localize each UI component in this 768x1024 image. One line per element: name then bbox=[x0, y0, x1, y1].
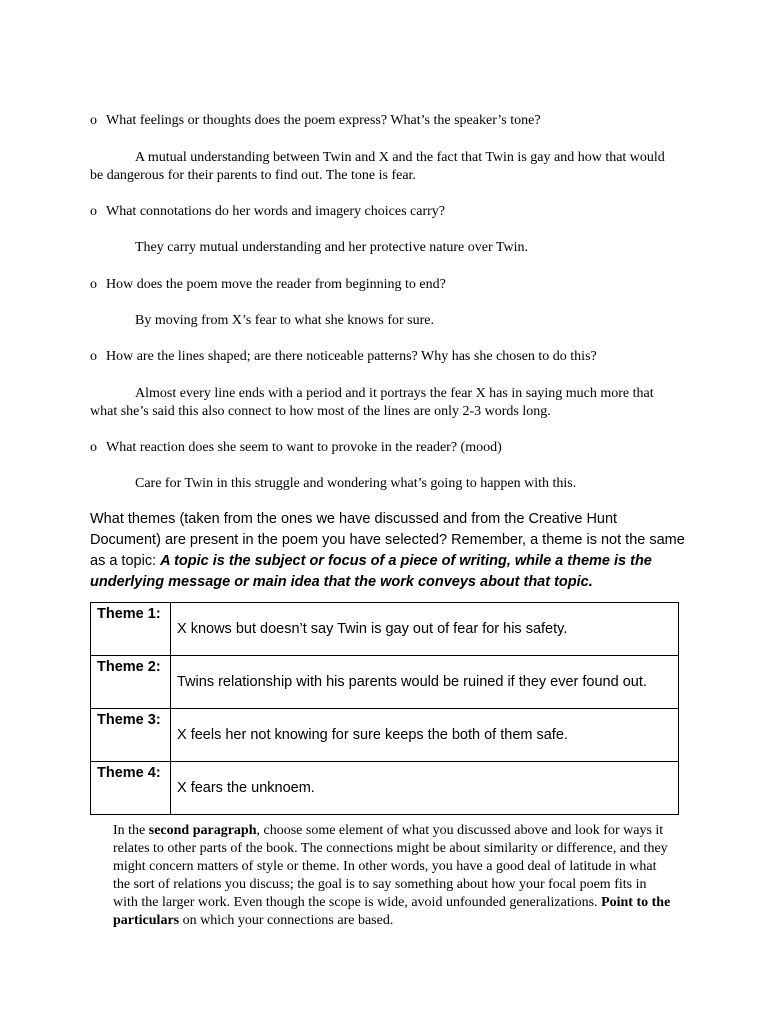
theme-value: X fears the unknoem. bbox=[171, 762, 679, 815]
answer-2 bbox=[90, 239, 680, 257]
theme-label: Theme 3: bbox=[91, 709, 171, 762]
bullet: o bbox=[90, 440, 97, 455]
question-3 bbox=[90, 276, 446, 293]
answer-5 bbox=[90, 475, 680, 493]
table-row bbox=[91, 656, 679, 709]
theme-value: X feels her not knowing for sure keeps the both of them safe. bbox=[171, 709, 679, 762]
answer-text: A mutual understanding between Twin and X and the fact that Twin is gay and how that would be dangerous for their parents to find out. The tone is fear. bbox=[90, 150, 665, 183]
instructions-part: , choose some element of what you discussed above and look for ways it relates to other parts of the book. The connections might be about similarity or difference, and they might concern matters of style or theme. In other words, you have a good deal of latitude in what the sort of relations you discuss; the goal is to say something about how your focal poem fits in with the larger work. Even though the scope is wide, avoid unfounded generalizations. bbox=[113, 823, 668, 910]
answer-4 bbox=[90, 385, 680, 420]
instructions-bold: second paragraph bbox=[148, 823, 257, 838]
table-row bbox=[91, 709, 679, 762]
themes-prompt-text: What themes (taken from the ones we have discussed and from the Creative Hunt Document) are present in the poem you have selected? Remember, a theme is not the same as a topic: bbox=[90, 511, 685, 569]
question-5 bbox=[90, 439, 502, 456]
theme-value: X knows but doesn’t say Twin is gay out of fear for his safety. bbox=[171, 603, 679, 656]
theme-label: Theme 1: bbox=[91, 603, 171, 656]
theme-label: Theme 2: bbox=[91, 656, 171, 709]
bullet: o bbox=[90, 204, 97, 219]
question-4 bbox=[90, 348, 597, 365]
question-2 bbox=[90, 203, 445, 220]
question-1 bbox=[90, 112, 541, 129]
themes-table bbox=[90, 602, 679, 815]
instructions-bold: Point to the particulars bbox=[113, 895, 671, 928]
question-text: What connotations do her words and imagery choices carry? bbox=[106, 204, 445, 219]
question-text: What reaction does she seem to want to provoke in the reader? (mood) bbox=[106, 440, 502, 455]
answer-text: Care for Twin in this struggle and wondering what’s going to happen with this. bbox=[135, 476, 577, 491]
theme-value: Twins relationship with his parents would be ruined if they ever found out. bbox=[171, 656, 679, 709]
bullet: o bbox=[90, 277, 97, 292]
bullet: o bbox=[90, 113, 97, 128]
answer-text: Almost every line ends with a period and it portrays the fear X has in saying much more that what she’s said this also connect to how most of the lines are only 2-3 words long. bbox=[90, 386, 654, 419]
question-text: How does the poem move the reader from beginning to end? bbox=[106, 277, 446, 292]
instructions-text bbox=[113, 822, 673, 930]
instructions-part: on which your connections are based. bbox=[179, 913, 394, 928]
instructions-part: In the bbox=[113, 823, 149, 838]
second-paragraph-instructions bbox=[113, 822, 673, 930]
theme-label: Theme 4: bbox=[91, 762, 171, 815]
answer-1 bbox=[90, 149, 680, 184]
question-text: How are the lines shaped; are there noticeable patterns? Why has she chosen to do this? bbox=[106, 349, 597, 364]
answer-text: They carry mutual understanding and her protective nature over Twin. bbox=[135, 240, 528, 255]
table-row bbox=[91, 603, 679, 656]
themes-prompt bbox=[90, 509, 690, 593]
table-row bbox=[91, 762, 679, 815]
themes-prompt-emphasis: A topic is the subject or focus of a piece of writing, while a theme is the underlying message or main idea that the work conveys about that topic. bbox=[90, 553, 652, 590]
answer-text: By moving from X’s fear to what she knows for sure. bbox=[135, 313, 435, 328]
bullet: o bbox=[90, 349, 97, 364]
question-text: What feelings or thoughts does the poem express? What’s the speaker’s tone? bbox=[106, 113, 541, 128]
answer-3 bbox=[90, 312, 680, 330]
